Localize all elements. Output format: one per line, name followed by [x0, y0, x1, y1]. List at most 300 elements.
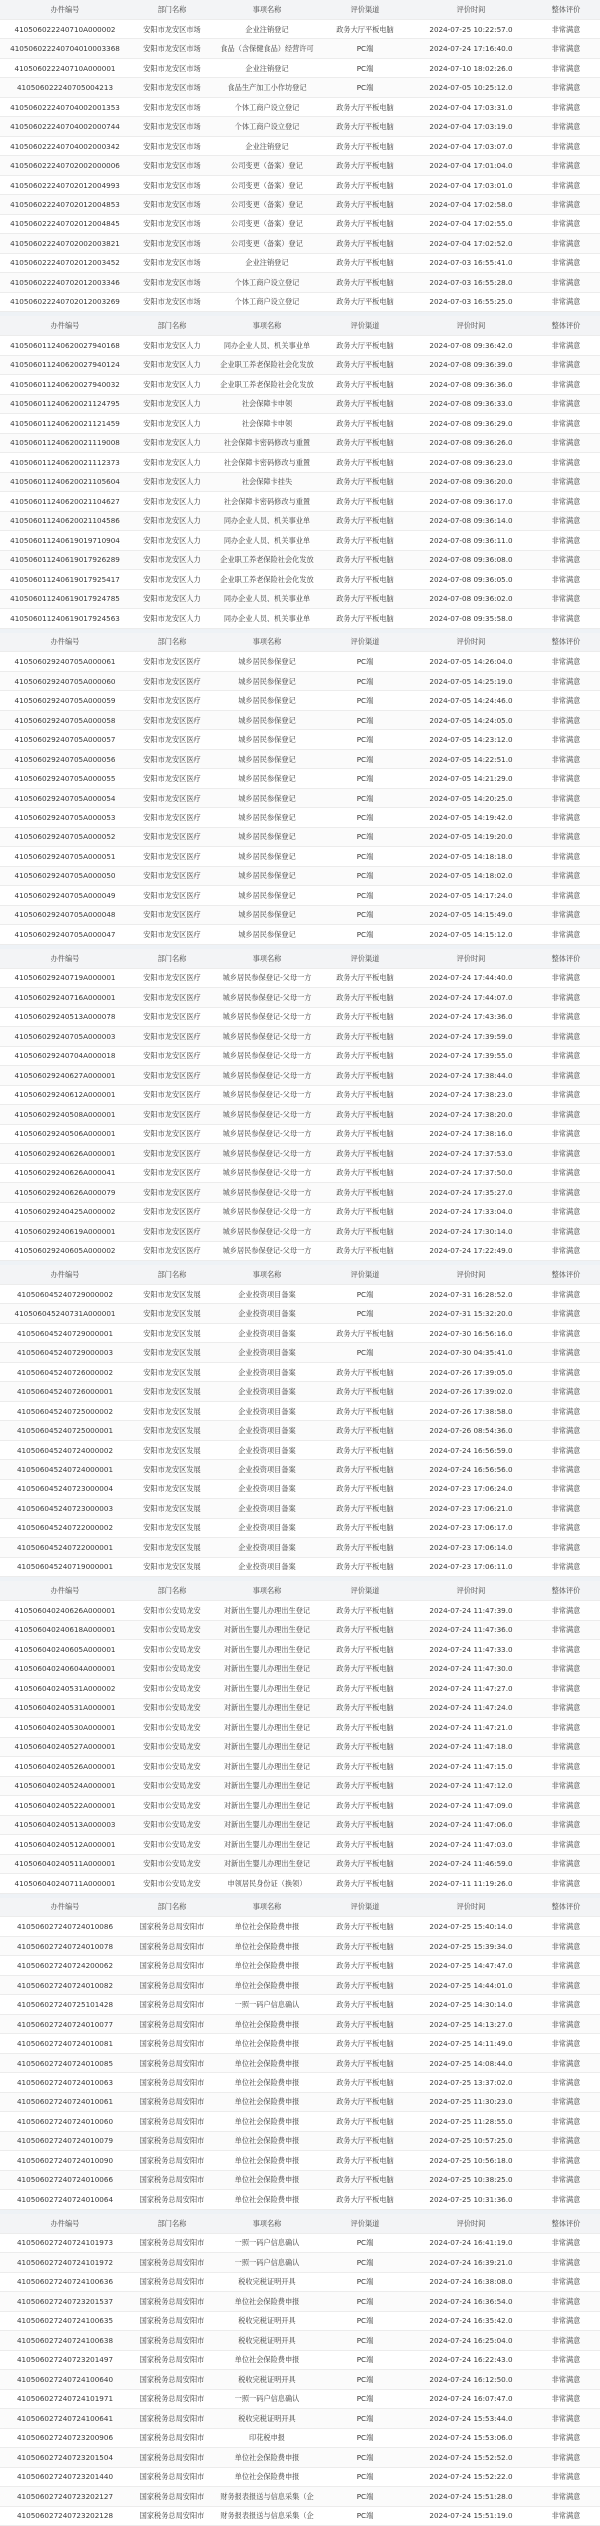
- cell-evaluation-time: 2024-07-25 10:31:36.0: [410, 2190, 532, 2209]
- cell-evaluation-channel: PC端: [320, 2233, 410, 2252]
- cell-item-name: 个体工商户设立登记: [214, 97, 320, 116]
- table-row: [0, 39, 600, 58]
- cell-item-name: 城乡居民参保登记: [214, 730, 320, 749]
- cell-evaluation-time: 2024-07-24 17:39:55.0: [410, 1046, 532, 1065]
- cell-item-name: 城乡居民参保登记-父母一方: [214, 1183, 320, 1202]
- cell-overall-rating: 非常满意: [532, 1518, 600, 1537]
- cell-department-name: 国家税务总局安阳市: [130, 2053, 214, 2072]
- cell-evaluation-time: 2024-07-05 14:17:24.0: [410, 886, 532, 905]
- cell-department-name: 安阳市公安局龙安: [130, 1679, 214, 1698]
- cell-case-number: 410506029240619A000001: [0, 1222, 130, 1241]
- table-header-row: [0, 1898, 600, 1917]
- cell-item-name: 对新出生婴儿办理出生登记: [214, 1796, 320, 1815]
- cell-overall-rating: 非常满意: [532, 1401, 600, 1420]
- cell-item-name: 一照一码户信息确认: [214, 2233, 320, 2252]
- cell-case-number: 410506011240620027940168: [0, 336, 130, 355]
- cell-evaluation-channel: 政务大厅平板电脑: [320, 968, 410, 987]
- cell-overall-rating: 非常满意: [532, 691, 600, 710]
- cell-case-number: 410506011240620021105604: [0, 472, 130, 491]
- cell-department-name: 安阳市公安局龙安: [130, 1776, 214, 1795]
- cell-overall-rating: 非常满意: [532, 531, 600, 550]
- cell-evaluation-channel: PC端: [320, 2487, 410, 2506]
- cell-evaluation-channel: 政务大厅平板电脑: [320, 1815, 410, 1834]
- cell-evaluation-channel: 政务大厅平板电脑: [320, 492, 410, 511]
- table-row: [0, 1421, 600, 1440]
- cell-evaluation-channel: 政务大厅平板电脑: [320, 156, 410, 175]
- cell-case-number: 410506022240702002000006: [0, 156, 130, 175]
- table-row: [0, 1557, 600, 1576]
- cell-case-number: 410506029240605A000002: [0, 1241, 130, 1260]
- table-row: [0, 988, 600, 1007]
- cell-case-number: 410506011240620021119008: [0, 433, 130, 452]
- cell-case-number: 410506011240620027940124: [0, 355, 130, 374]
- cell-item-name: 对新出生婴儿办理出生登记: [214, 1659, 320, 1678]
- cell-department-name: 国家税务总局安阳市: [130, 2131, 214, 2150]
- cell-overall-rating: 非常满意: [532, 2467, 600, 2486]
- cell-item-name: 食品（含保健食品）经营许可: [214, 39, 320, 58]
- cell-evaluation-time: 2024-07-03 16:55:41.0: [410, 253, 532, 272]
- cell-overall-rating: 非常满意: [532, 58, 600, 77]
- cell-department-name: 安阳市龙安区医疗: [130, 827, 214, 846]
- cell-department-name: 安阳市公安局龙安: [130, 1796, 214, 1815]
- cell-evaluation-time: 2024-07-25 14:30:14.0: [410, 1995, 532, 2014]
- column-header-evaluation-time: 评价时间: [410, 0, 532, 19]
- cell-item-name: 城乡居民参保登记: [214, 652, 320, 671]
- cell-department-name: 安阳市龙安区医疗: [130, 988, 214, 1007]
- cell-item-name: 企业职工养老保险社会化发放: [214, 355, 320, 374]
- cell-evaluation-time: 2024-07-25 10:22:57.0: [410, 19, 532, 38]
- cell-item-name: 企业投资项目备案: [214, 1284, 320, 1303]
- cell-item-name: 申领居民身份证（换领）: [214, 1874, 320, 1893]
- cell-evaluation-time: 2024-07-24 17:38:20.0: [410, 1105, 532, 1124]
- table-row: [0, 273, 600, 292]
- column-header-item-name: 事项名称: [214, 1265, 320, 1284]
- cell-overall-rating: 非常满意: [532, 433, 600, 452]
- cell-case-number: 410506027240724010085: [0, 2053, 130, 2072]
- cell-evaluation-time: 2024-07-24 16:35:42.0: [410, 2311, 532, 2330]
- cell-department-name: 国家税务总局安阳市: [130, 2467, 214, 2486]
- cell-item-name: 企业投资项目备案: [214, 1362, 320, 1381]
- cell-item-name: 城乡居民参保登记-父母一方: [214, 1027, 320, 1046]
- cell-evaluation-channel: 政务大厅平板电脑: [320, 453, 410, 472]
- cell-case-number: 410506040240524A000001: [0, 1776, 130, 1795]
- cell-item-name: 对新出生婴儿办理出生登记: [214, 1601, 320, 1620]
- cell-case-number: 410506029240704A000018: [0, 1046, 130, 1065]
- cell-item-name: 企业职工养老保险社会化发放: [214, 550, 320, 569]
- cell-item-name: 公司变更（备案）登记: [214, 175, 320, 194]
- cell-evaluation-time: 2024-07-24 11:47:15.0: [410, 1757, 532, 1776]
- cell-department-name: 安阳市龙安区人力: [130, 394, 214, 413]
- cell-overall-rating: 非常满意: [532, 827, 600, 846]
- table-header-row: [0, 949, 600, 968]
- cell-evaluation-channel: 政务大厅平板电脑: [320, 1222, 410, 1241]
- cell-evaluation-channel: 政务大厅平板电脑: [320, 355, 410, 374]
- record-table: [0, 633, 600, 945]
- cell-department-name: 安阳市龙安区医疗: [130, 1066, 214, 1085]
- column-header-department-name: 部门名称: [130, 316, 214, 335]
- cell-evaluation-time: 2024-07-24 11:47:36.0: [410, 1620, 532, 1639]
- cell-evaluation-time: 2024-07-08 09:36:23.0: [410, 453, 532, 472]
- cell-evaluation-time: 2024-07-24 17:38:44.0: [410, 1066, 532, 1085]
- cell-overall-rating: 非常满意: [532, 1956, 600, 1975]
- cell-evaluation-time: 2024-07-24 11:46:59.0: [410, 1854, 532, 1873]
- cell-evaluation-channel: 政务大厅平板电脑: [320, 1917, 410, 1936]
- table-row: [0, 2487, 600, 2506]
- cell-case-number: 410506029240705A000051: [0, 847, 130, 866]
- cell-item-name: 城乡居民参保登记: [214, 925, 320, 944]
- cell-evaluation-time: 2024-07-08 09:36:33.0: [410, 394, 532, 413]
- table-row: [0, 78, 600, 97]
- cell-overall-rating: 非常满意: [532, 2389, 600, 2408]
- cell-evaluation-time: 2024-07-08 09:36:17.0: [410, 492, 532, 511]
- column-header-item-name: 事项名称: [214, 1581, 320, 1600]
- column-header-case-number: 办件编号: [0, 2214, 130, 2233]
- cell-evaluation-time: 2024-07-24 16:25:04.0: [410, 2331, 532, 2350]
- cell-overall-rating: 非常满意: [532, 1460, 600, 1479]
- cell-evaluation-time: 2024-07-24 16:36:54.0: [410, 2292, 532, 2311]
- cell-item-name: 企业注销登记: [214, 253, 320, 272]
- cell-case-number: 410506022240702012003452: [0, 253, 130, 272]
- cell-department-name: 安阳市龙安区医疗: [130, 1124, 214, 1143]
- cell-case-number: 410506027240724010060: [0, 2112, 130, 2131]
- cell-evaluation-time: 2024-07-24 11:47:09.0: [410, 1796, 532, 1815]
- cell-evaluation-time: 2024-07-05 14:19:42.0: [410, 808, 532, 827]
- table-row: [0, 1936, 600, 1955]
- cell-evaluation-channel: 政务大厅平板电脑: [320, 1640, 410, 1659]
- cell-evaluation-time: 2024-07-08 09:36:02.0: [410, 589, 532, 608]
- cell-evaluation-time: 2024-07-08 09:36:29.0: [410, 414, 532, 433]
- cell-evaluation-time: 2024-07-23 17:06:11.0: [410, 1557, 532, 1576]
- cell-overall-rating: 非常满意: [532, 788, 600, 807]
- cell-case-number: 410506045240726000002: [0, 1362, 130, 1381]
- cell-evaluation-channel: 政务大厅平板电脑: [320, 292, 410, 311]
- cell-overall-rating: 非常满意: [532, 2151, 600, 2170]
- cell-evaluation-channel: 政务大厅平板电脑: [320, 1538, 410, 1557]
- cell-evaluation-time: 2024-07-24 11:47:21.0: [410, 1718, 532, 1737]
- table-row: [0, 2350, 600, 2369]
- cell-evaluation-time: 2024-07-25 14:11:49.0: [410, 2034, 532, 2053]
- cell-overall-rating: 非常满意: [532, 1304, 600, 1323]
- cell-item-name: 城乡居民参保登记: [214, 847, 320, 866]
- cell-item-name: 单位社会保险费申报: [214, 2014, 320, 2033]
- cell-item-name: 企业投资项目备案: [214, 1460, 320, 1479]
- column-header-department-name: 部门名称: [130, 949, 214, 968]
- cell-department-name: 安阳市龙安区医疗: [130, 730, 214, 749]
- cell-item-name: 食品生产加工小作坊登记: [214, 78, 320, 97]
- cell-evaluation-channel: 政务大厅平板电脑: [320, 1659, 410, 1678]
- cell-overall-rating: 非常满意: [532, 394, 600, 413]
- cell-evaluation-channel: 政务大厅平板电脑: [320, 1202, 410, 1221]
- cell-item-name: 城乡居民参保登记-父母一方: [214, 1007, 320, 1026]
- cell-item-name: 城乡居民参保登记: [214, 827, 320, 846]
- column-header-evaluation-time: 评价时间: [410, 1898, 532, 1917]
- table-row: [0, 1202, 600, 1221]
- cell-overall-rating: 非常满意: [532, 652, 600, 671]
- table-row: [0, 749, 600, 768]
- cell-case-number: 410506027240723201440: [0, 2467, 130, 2486]
- cell-department-name: 安阳市龙安区市场: [130, 273, 214, 292]
- cell-evaluation-channel: 政务大厅平板电脑: [320, 1124, 410, 1143]
- cell-item-name: 企业职工养老保险社会化发放: [214, 570, 320, 589]
- cell-case-number: 410506040240527A000001: [0, 1737, 130, 1756]
- cell-item-name: 城乡居民参保登记-父母一方: [214, 1085, 320, 1104]
- record-table-section: [0, 1894, 600, 2210]
- cell-evaluation-channel: PC端: [320, 1343, 410, 1362]
- cell-case-number: 410506040240511A000001: [0, 1854, 130, 1873]
- cell-evaluation-time: 2024-07-31 16:28:52.0: [410, 1284, 532, 1303]
- cell-department-name: 安阳市龙安区市场: [130, 156, 214, 175]
- column-header-overall-rating: 整体评价: [532, 633, 600, 652]
- cell-department-name: 安阳市龙安区人力: [130, 492, 214, 511]
- cell-overall-rating: 非常满意: [532, 156, 600, 175]
- cell-evaluation-time: 2024-07-23 17:06:21.0: [410, 1499, 532, 1518]
- cell-case-number: 410506029240626A000079: [0, 1183, 130, 1202]
- table-row: [0, 414, 600, 433]
- cell-evaluation-channel: PC端: [320, 1284, 410, 1303]
- table-row: [0, 652, 600, 671]
- cell-department-name: 国家税务总局安阳市: [130, 2112, 214, 2131]
- cell-case-number: 410506027240724010061: [0, 2092, 130, 2111]
- cell-item-name: 对新出生婴儿办理出生登记: [214, 1815, 320, 1834]
- cell-overall-rating: 非常满意: [532, 609, 600, 628]
- cell-evaluation-channel: 政务大厅平板电脑: [320, 1460, 410, 1479]
- cell-evaluation-time: 2024-07-08 09:36:42.0: [410, 336, 532, 355]
- cell-case-number: 410506040240522A000001: [0, 1796, 130, 1815]
- cell-case-number: 410506022240704002000744: [0, 117, 130, 136]
- cell-evaluation-channel: PC端: [320, 2389, 410, 2408]
- cell-evaluation-channel: PC端: [320, 788, 410, 807]
- cell-evaluation-time: 2024-07-24 17:33:04.0: [410, 1202, 532, 1221]
- cell-evaluation-time: 2024-07-24 17:38:16.0: [410, 1124, 532, 1143]
- cell-evaluation-time: 2024-07-25 11:30:23.0: [410, 2092, 532, 2111]
- cell-item-name: 对新出生婴儿办理出生登记: [214, 1640, 320, 1659]
- cell-evaluation-channel: 政务大厅平板电脑: [320, 570, 410, 589]
- cell-department-name: 国家税务总局安阳市: [130, 2233, 214, 2252]
- cell-case-number: 410506027240723200906: [0, 2428, 130, 2447]
- cell-item-name: 个体工商户设立登记: [214, 117, 320, 136]
- cell-case-number: 410506029240626A000041: [0, 1163, 130, 1182]
- cell-item-name: 对新出生婴儿办理出生登记: [214, 1776, 320, 1795]
- cell-case-number: 410506027240723201537: [0, 2292, 130, 2311]
- table-row: [0, 671, 600, 690]
- cell-evaluation-channel: PC端: [320, 2292, 410, 2311]
- table-row: [0, 609, 600, 628]
- cell-evaluation-channel: 政务大厅平板电脑: [320, 234, 410, 253]
- cell-evaluation-channel: PC端: [320, 2272, 410, 2291]
- table-row: [0, 1284, 600, 1303]
- table-row: [0, 905, 600, 924]
- cell-item-name: 城乡居民参保登记-父母一方: [214, 1202, 320, 1221]
- cell-item-name: 一照一码户信息确认: [214, 1995, 320, 2014]
- cell-evaluation-time: 2024-07-24 17:44:40.0: [410, 968, 532, 987]
- column-header-item-name: 事项名称: [214, 2214, 320, 2233]
- cell-overall-rating: 非常满意: [532, 1440, 600, 1459]
- cell-evaluation-channel: 政务大厅平板电脑: [320, 1956, 410, 1975]
- cell-department-name: 国家税务总局安阳市: [130, 2331, 214, 2350]
- table-row: [0, 2506, 600, 2525]
- cell-evaluation-channel: 政务大厅平板电脑: [320, 117, 410, 136]
- cell-case-number: 410506022240702012003346: [0, 273, 130, 292]
- cell-evaluation-channel: PC端: [320, 2331, 410, 2350]
- cell-item-name: 单位社会保险费申报: [214, 2131, 320, 2150]
- cell-overall-rating: 非常满意: [532, 1343, 600, 1362]
- cell-evaluation-channel: 政务大厅平板电脑: [320, 1698, 410, 1717]
- record-table-section: [0, 1261, 600, 1577]
- cell-evaluation-time: 2024-07-24 11:47:39.0: [410, 1601, 532, 1620]
- cell-evaluation-time: 2024-07-24 17:38:23.0: [410, 1085, 532, 1104]
- cell-evaluation-time: 2024-07-04 17:02:52.0: [410, 234, 532, 253]
- cell-department-name: 安阳市龙安区医疗: [130, 749, 214, 768]
- cell-department-name: 安阳市龙安区发展: [130, 1460, 214, 1479]
- cell-department-name: 安阳市龙安区医疗: [130, 847, 214, 866]
- table-row: [0, 2112, 600, 2131]
- column-header-department-name: 部门名称: [130, 1265, 214, 1284]
- cell-overall-rating: 非常满意: [532, 2350, 600, 2369]
- cell-evaluation-time: 2024-07-08 09:35:58.0: [410, 609, 532, 628]
- cell-evaluation-channel: PC端: [320, 886, 410, 905]
- cell-overall-rating: 非常满意: [532, 1995, 600, 2014]
- cell-evaluation-time: 2024-07-24 15:52:52.0: [410, 2448, 532, 2467]
- cell-department-name: 国家税务总局安阳市: [130, 2389, 214, 2408]
- cell-case-number: 410506029240627A000001: [0, 1066, 130, 1085]
- cell-case-number: 410506027240723202127: [0, 2487, 130, 2506]
- table-row: [0, 1975, 600, 1994]
- cell-department-name: 安阳市龙安区医疗: [130, 769, 214, 788]
- cell-evaluation-channel: PC端: [320, 769, 410, 788]
- cell-department-name: 安阳市龙安区医疗: [130, 1105, 214, 1124]
- cell-case-number: 410506027240723201497: [0, 2350, 130, 2369]
- table-row: [0, 570, 600, 589]
- cell-evaluation-time: 2024-07-11 11:19:26.0: [410, 1874, 532, 1893]
- cell-department-name: 安阳市龙安区发展: [130, 1479, 214, 1498]
- cell-overall-rating: 非常满意: [532, 570, 600, 589]
- cell-item-name: 税收完税证明开具: [214, 2272, 320, 2291]
- table-row: [0, 2331, 600, 2350]
- cell-overall-rating: 非常满意: [532, 550, 600, 569]
- cell-overall-rating: 非常满意: [532, 710, 600, 729]
- cell-case-number: 410506011240619017925417: [0, 570, 130, 589]
- cell-department-name: 安阳市龙安区发展: [130, 1557, 214, 1576]
- cell-evaluation-time: 2024-07-24 17:16:40.0: [410, 39, 532, 58]
- column-header-evaluation-time: 评价时间: [410, 1265, 532, 1284]
- cell-overall-rating: 非常满意: [532, 1718, 600, 1737]
- cell-case-number: 410506029240425A000002: [0, 1202, 130, 1221]
- table-row: [0, 1640, 600, 1659]
- cell-overall-rating: 非常满意: [532, 97, 600, 116]
- cell-department-name: 安阳市龙安区发展: [130, 1440, 214, 1459]
- cell-item-name: 城乡居民参保登记-父母一方: [214, 988, 320, 1007]
- cell-evaluation-channel: 政务大厅平板电脑: [320, 1776, 410, 1795]
- cell-evaluation-time: 2024-07-26 17:38:58.0: [410, 1401, 532, 1420]
- cell-department-name: 国家税务总局安阳市: [130, 1975, 214, 1994]
- table-row: [0, 1698, 600, 1717]
- cell-evaluation-channel: PC端: [320, 2428, 410, 2447]
- column-header-evaluation-time: 评价时间: [410, 633, 532, 652]
- cell-evaluation-time: 2024-07-05 14:24:05.0: [410, 710, 532, 729]
- cell-overall-rating: 非常满意: [532, 1163, 600, 1182]
- cell-department-name: 安阳市龙安区人力: [130, 472, 214, 491]
- cell-case-number: 410506011240620021124795: [0, 394, 130, 413]
- cell-evaluation-channel: 政务大厅平板电脑: [320, 1144, 410, 1163]
- cell-overall-rating: 非常满意: [532, 1183, 600, 1202]
- cell-department-name: 安阳市龙安区人力: [130, 414, 214, 433]
- cell-department-name: 安阳市龙安区市场: [130, 97, 214, 116]
- cell-evaluation-time: 2024-07-24 11:47:27.0: [410, 1679, 532, 1698]
- record-table-section: [0, 312, 600, 628]
- cell-overall-rating: 非常满意: [532, 2034, 600, 2053]
- cell-department-name: 安阳市龙安区医疗: [130, 866, 214, 885]
- column-header-overall-rating: 整体评价: [532, 0, 600, 19]
- cell-overall-rating: 非常满意: [532, 1601, 600, 1620]
- cell-evaluation-channel: 政务大厅平板电脑: [320, 1936, 410, 1955]
- cell-overall-rating: 非常满意: [532, 1066, 600, 1085]
- cell-overall-rating: 非常满意: [532, 2170, 600, 2189]
- cell-evaluation-time: 2024-07-24 17:39:59.0: [410, 1027, 532, 1046]
- column-header-overall-rating: 整体评价: [532, 1898, 600, 1917]
- cell-evaluation-time: 2024-07-08 09:36:36.0: [410, 375, 532, 394]
- cell-evaluation-channel: 政务大厅平板电脑: [320, 1757, 410, 1776]
- cell-overall-rating: 非常满意: [532, 1007, 600, 1026]
- cell-item-name: 一照一码户信息确认: [214, 2389, 320, 2408]
- cell-overall-rating: 非常满意: [532, 1835, 600, 1854]
- cell-evaluation-channel: 政务大厅平板电脑: [320, 2190, 410, 2209]
- cell-evaluation-channel: 政务大厅平板电脑: [320, 1027, 410, 1046]
- cell-overall-rating: 非常满意: [532, 847, 600, 866]
- record-table-section: [0, 629, 600, 945]
- cell-overall-rating: 非常满意: [532, 589, 600, 608]
- cell-evaluation-time: 2024-07-24 16:38:08.0: [410, 2272, 532, 2291]
- cell-department-name: 国家税务总局安阳市: [130, 2350, 214, 2369]
- column-header-evaluation-channel: 评价渠道: [320, 633, 410, 652]
- cell-overall-rating: 非常满意: [532, 1698, 600, 1717]
- table-row: [0, 195, 600, 214]
- table-header-row: [0, 1581, 600, 1600]
- cell-evaluation-time: 2024-07-24 17:37:50.0: [410, 1163, 532, 1182]
- cell-evaluation-time: 2024-07-26 17:39:02.0: [410, 1382, 532, 1401]
- cell-evaluation-time: 2024-07-05 14:23:12.0: [410, 730, 532, 749]
- cell-overall-rating: 非常满意: [532, 511, 600, 530]
- table-row: [0, 1601, 600, 1620]
- cell-evaluation-channel: 政务大厅平板电脑: [320, 175, 410, 194]
- table-row: [0, 1796, 600, 1815]
- table-row: [0, 2448, 600, 2467]
- cell-item-name: 单位社会保险费申报: [214, 2092, 320, 2111]
- cell-overall-rating: 非常满意: [532, 769, 600, 788]
- cell-evaluation-time: 2024-07-04 17:01:04.0: [410, 156, 532, 175]
- cell-evaluation-channel: PC端: [320, 808, 410, 827]
- cell-evaluation-time: 2024-07-04 17:03:19.0: [410, 117, 532, 136]
- cell-item-name: 单位社会保险费申报: [214, 2448, 320, 2467]
- cell-item-name: 财务报表报送与信息采集（企: [214, 2506, 320, 2525]
- cell-department-name: 国家税务总局安阳市: [130, 2292, 214, 2311]
- cell-overall-rating: 非常满意: [532, 2409, 600, 2428]
- cell-evaluation-channel: PC端: [320, 710, 410, 729]
- cell-evaluation-channel: 政务大厅平板电脑: [320, 375, 410, 394]
- column-header-evaluation-channel: 评价渠道: [320, 949, 410, 968]
- cell-item-name: 城乡居民参保登记-父母一方: [214, 1222, 320, 1241]
- cell-item-name: 单位社会保险费申报: [214, 2151, 320, 2170]
- table-row: [0, 292, 600, 311]
- table-row: [0, 117, 600, 136]
- cell-overall-rating: 非常满意: [532, 136, 600, 155]
- cell-evaluation-time: 2024-07-24 16:22:43.0: [410, 2350, 532, 2369]
- cell-department-name: 国家税务总局安阳市: [130, 2073, 214, 2092]
- table-row: [0, 394, 600, 413]
- cell-evaluation-time: 2024-07-24 17:30:14.0: [410, 1222, 532, 1241]
- cell-item-name: 同办企业人员、机关事业单: [214, 589, 320, 608]
- cell-department-name: 安阳市龙安区发展: [130, 1518, 214, 1537]
- cell-case-number: 410506029240705A000055: [0, 769, 130, 788]
